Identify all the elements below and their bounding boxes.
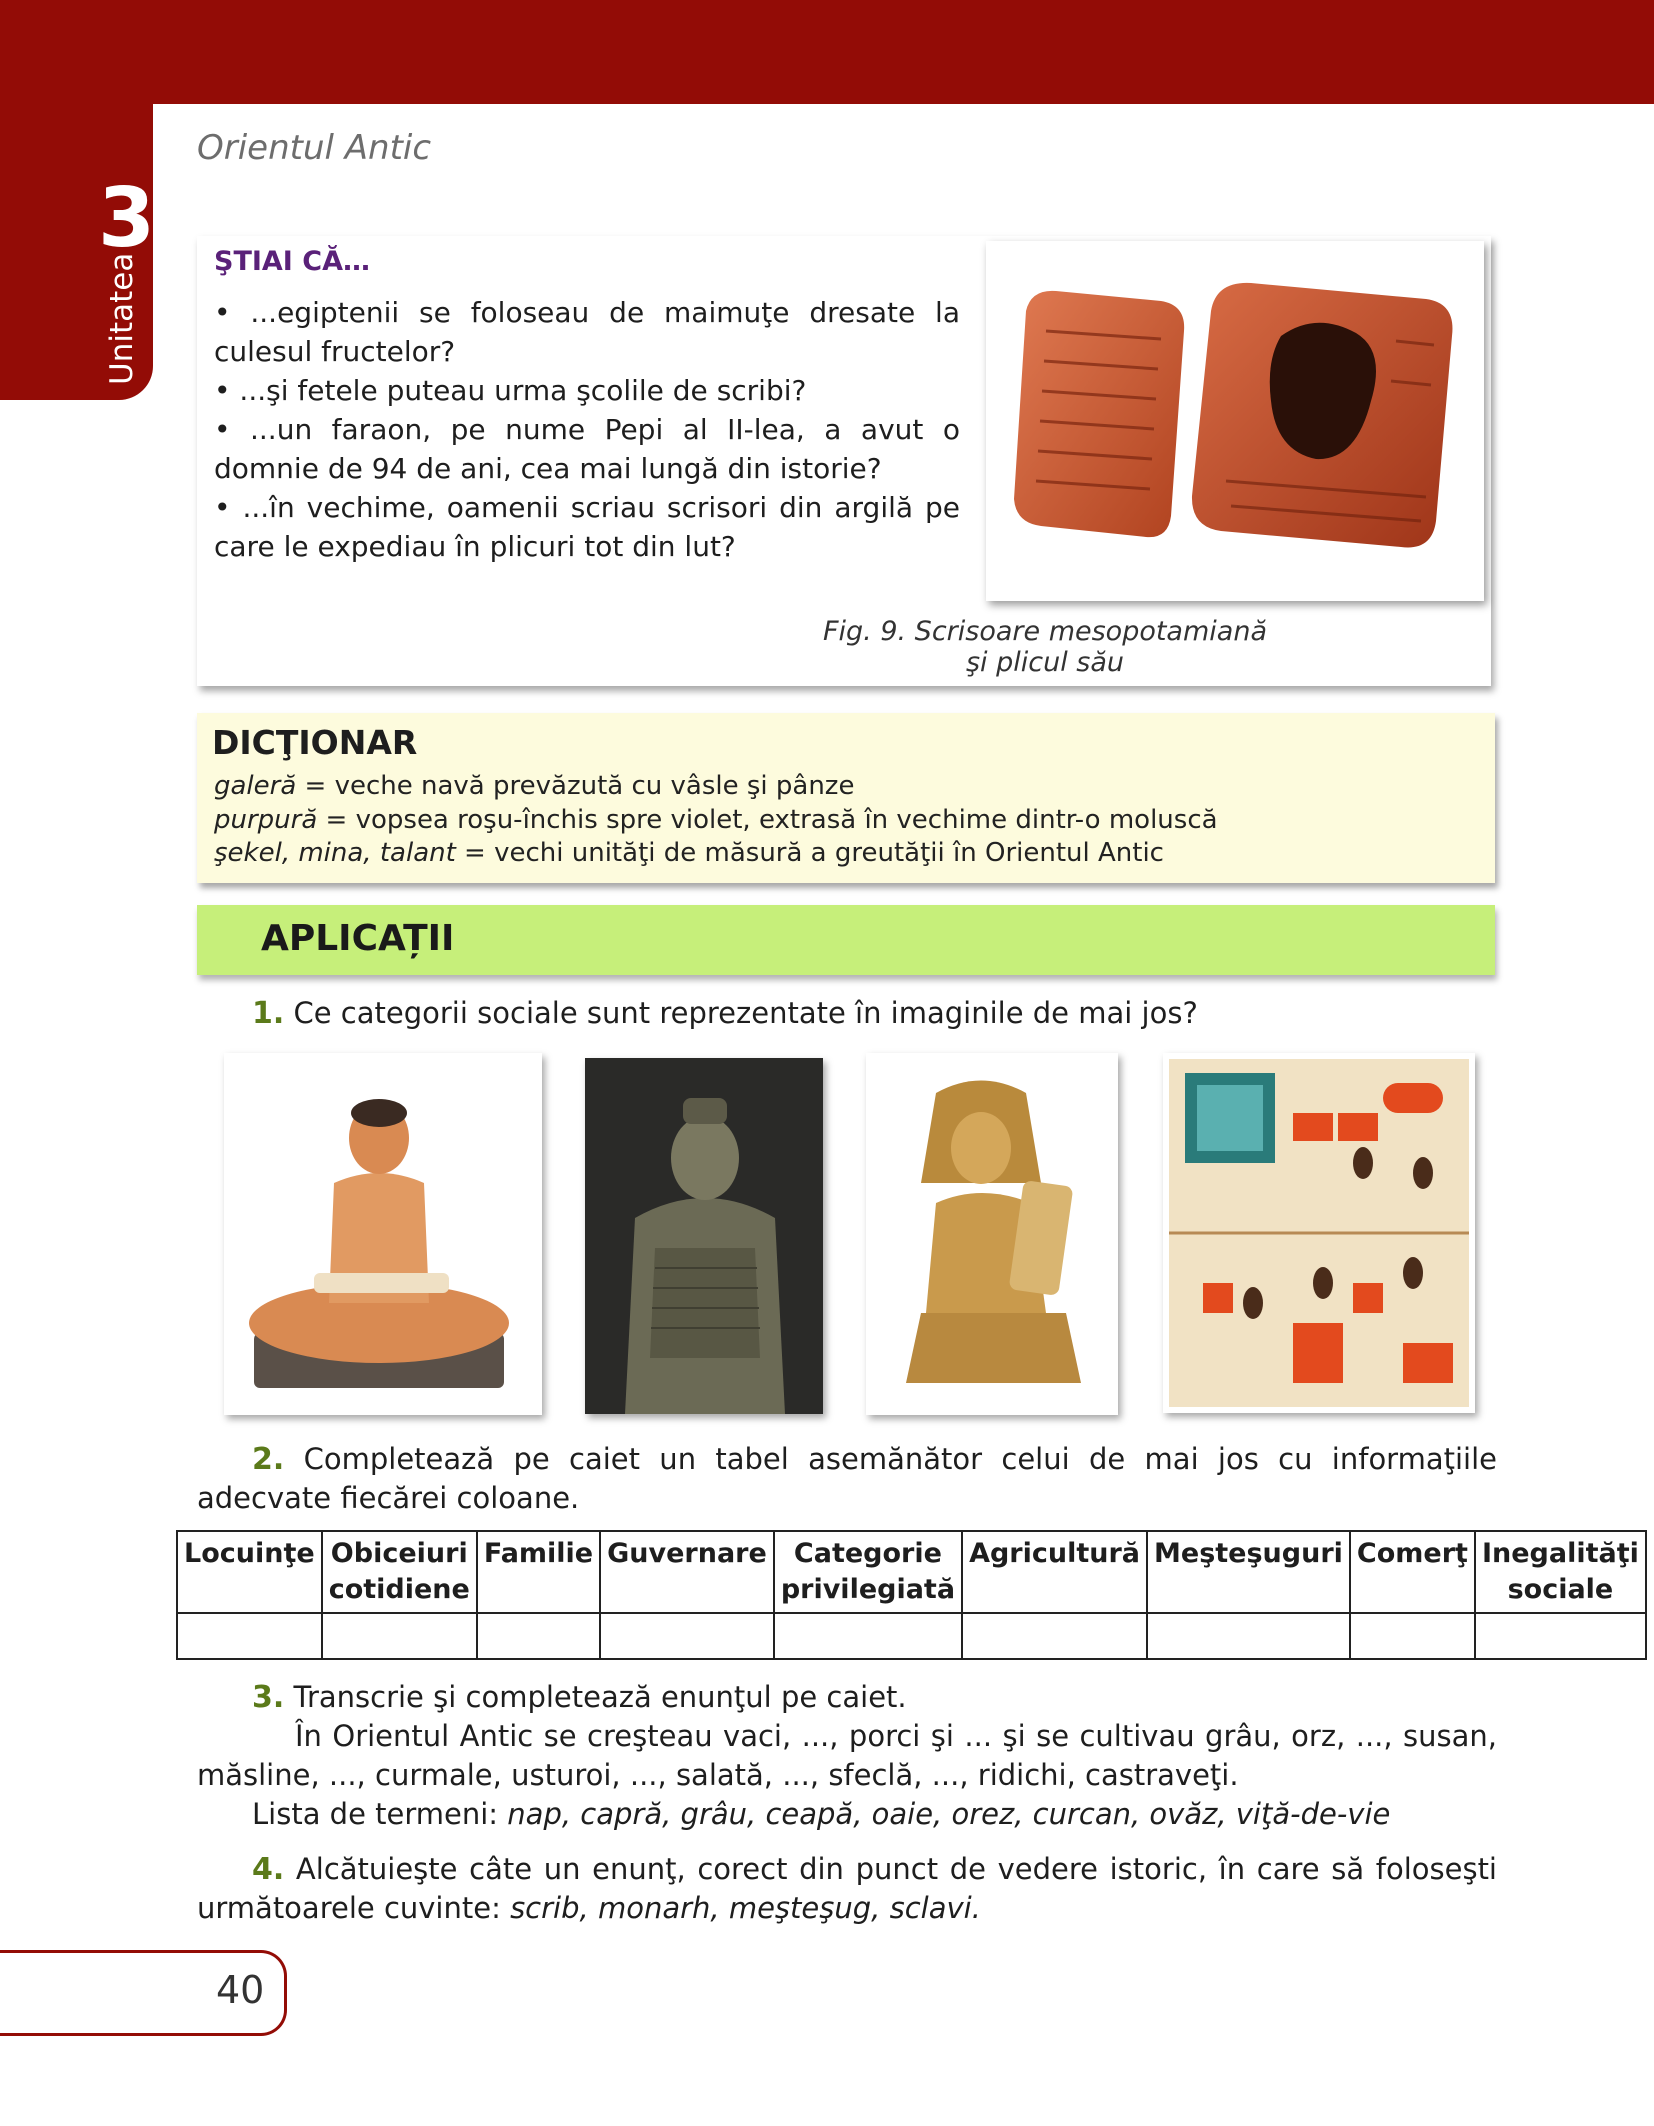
table-header-cell: Guvernare [600,1531,774,1613]
dictionary-box [197,713,1495,883]
egyptian-workers-painting-image [1163,1053,1475,1413]
did-you-know-title: ŞTIAI CĂ… [214,246,370,277]
list-item: • ...în vechime, oamenii scriau scrisori din argilă pe care le expediau în plicuri tot din lut? [214,491,960,563]
golden-pharaoh-illustration [866,1053,1118,1415]
question-words: scrib, monarh, meşteşug, sclavi. [510,1891,981,1925]
applications-title: APLICAȚII [261,918,455,959]
golden-pharaoh-image [866,1053,1118,1415]
table-header-cell: Locuinţe [177,1531,322,1613]
table-header-row [177,1531,1646,1613]
list-item: • ...un faraon, pe nume Pepi al II-lea, a avut o domnie de 94 de ani, cea mai lungă din istorie? [214,413,960,485]
list-item: • ...şi fetele puteau urma şcolile de scribi? [214,374,807,407]
list-item: • ...egiptenii se foloseau de maimuţe dresate la culesul fructelor? [214,296,960,368]
top-banner [150,0,1654,104]
dictionary-definition: = vopsea roşu-închis spre violet, extrasă în vechime dintr-o moluscă [317,805,1218,835]
applications-banner [197,905,1495,975]
question-number: 2. [252,1442,285,1477]
caption-line: şi plicul său [965,647,1125,678]
clay-tablet-photo [986,241,1484,601]
dictionary-entry [214,838,1164,868]
table-cell [177,1613,322,1659]
unit-label: Unitatea [104,252,140,385]
terracotta-warrior-illustration [585,1058,823,1414]
question-1 [252,994,1198,1033]
question-text: Alcătuieşte câte un enunţ, corect din punct de vedere istoric, în care să foloseşti următoarele cuvinte: [197,1852,1497,1925]
table-cell [774,1613,962,1659]
question-2 [197,1440,1497,1518]
terms-list-label: Lista de termeni: [252,1797,508,1831]
dictionary-entry [214,771,854,801]
seated-scribe-image [224,1053,542,1415]
table-header-cell: Agricultură [962,1531,1147,1613]
terms-list-values: nap, capră, grâu, ceapă, oaie, orez, curcan, ovăz, viţă-de-vie [507,1797,1391,1831]
table-row [177,1613,1646,1659]
table-header-cell: Inegalităţi sociale [1475,1531,1646,1613]
question-text: Transcrie şi completează enunţul pe caiet. [293,1680,907,1714]
dictionary-term: şekel, mina, talant [214,838,456,868]
question-4 [197,1850,1497,1928]
question-text: Ce categorii sociale sunt reprezentate în imaginile de mai jos? [293,996,1198,1030]
unit-number: 3 [98,171,156,266]
table-header-cell: Categorie privilegiată [774,1531,962,1613]
table-header-cell: Obiceiuri cotidiene [322,1531,477,1613]
table-cell [1475,1613,1646,1659]
clay-tablet-illustration [986,241,1484,601]
caption-line: Fig. 9. Scrisoare mesopotamiană [823,616,1267,647]
dictionary-definition: = veche navă prevăzută cu vâsle şi pânze [296,771,855,801]
egyptian-workers-illustration [1163,1053,1475,1413]
dictionary-entry [214,805,1218,835]
terms-list [252,1795,1390,1834]
question-number: 4. [252,1852,285,1887]
dictionary-definition: = vechi unităţi de măsură a greutăţii în Orientul Antic [455,838,1164,868]
table-cell [1147,1613,1350,1659]
did-you-know-list [214,293,960,566]
table-header-cell: Familie [477,1531,600,1613]
table-cell [600,1613,774,1659]
figure-caption [815,616,1275,678]
question-number: 1. [252,996,285,1031]
completion-table [176,1530,1647,1660]
dictionary-term: purpură [214,805,318,835]
dictionary-term: galeră [214,771,297,801]
question-3-sentence: În Orientul Antic se creşteau vaci, ..., porci şi ... şi se cultivau grâu, orz, ..., susan, măsline, ..., curmale, usturoi, ..., salată, ..., sfeclă, ..., ridichi, castraveţi. [197,1719,1497,1792]
table-cell [1350,1613,1475,1659]
question-number: 3. [252,1680,285,1715]
table-cell [962,1613,1147,1659]
question-3 [252,1678,907,1717]
seated-scribe-illustration [224,1053,542,1415]
terracotta-warrior-image [585,1058,823,1414]
page-number: 40 [216,1968,265,2012]
dictionary-title: DICŢIONAR [212,723,418,762]
table-cell [477,1613,600,1659]
question-text: Completează pe caiet un tabel asemănător celui de mai jos cu informaţiile adecvate fiecărei coloane. [197,1442,1498,1515]
page-header-title: Orientul Antic [197,128,432,168]
table-header-cell: Comerţ [1350,1531,1475,1613]
table-header-cell: Meşteşuguri [1147,1531,1350,1613]
table-cell [322,1613,477,1659]
